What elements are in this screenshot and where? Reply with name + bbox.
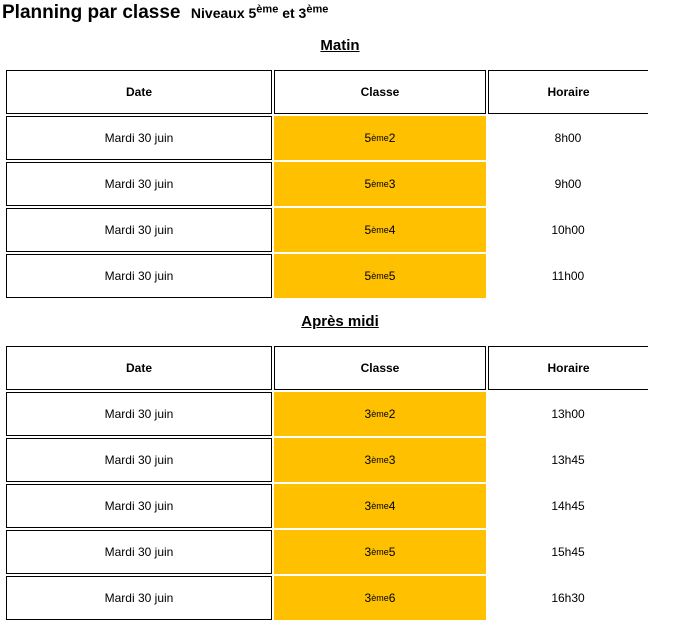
section-title-matin: Matin: [320, 37, 360, 54]
class-number: 4: [388, 499, 396, 513]
page-title: [2, 2, 328, 24]
class-number: 2: [388, 131, 396, 145]
title-sub-mid: et 3: [278, 5, 307, 21]
cell-classe: 3 ème 5: [274, 530, 486, 574]
cell-date: Mardi 30 juin: [6, 162, 272, 206]
cell-date: Mardi 30 juin: [6, 208, 272, 252]
header-date: Date: [6, 346, 272, 390]
cell-classe: 3 ème 4: [274, 484, 486, 528]
cell-horaire: 15h45: [551, 545, 585, 559]
title-sub-prefix: Niveaux 5: [190, 5, 257, 21]
cell-horaire: 13h45: [551, 453, 585, 467]
cell-horaire: 13h00: [551, 407, 585, 421]
class-level: 5: [364, 177, 372, 191]
cell-classe: 5 ème 2: [274, 116, 486, 160]
cell-classe: 5 ème 5: [274, 254, 486, 298]
class-number: 3: [388, 177, 396, 191]
cell-date: Mardi 30 juin: [6, 254, 272, 298]
header-horaire: Horaire: [488, 346, 648, 390]
cell-classe: 5 ème 4: [274, 208, 486, 252]
cell-horaire: 11h00: [551, 269, 585, 283]
title-main: Planning par classe: [2, 2, 181, 23]
cell-date: Mardi 30 juin: [6, 484, 272, 528]
class-number: 5: [388, 545, 396, 559]
section-title-apres-midi: Après midi: [301, 313, 379, 330]
class-level: 3: [364, 453, 372, 467]
class-number: 5: [388, 269, 396, 283]
cell-classe: 5 ème 3: [274, 162, 486, 206]
title-sub: [191, 5, 328, 21]
class-level: 3: [364, 545, 372, 559]
title-sub-sup1: ème: [256, 3, 279, 16]
cell-classe: 3 ème 6: [274, 576, 486, 620]
class-level: 5: [364, 223, 372, 237]
class-level: 5: [364, 269, 372, 283]
cell-classe: 3 ème 2: [274, 392, 486, 436]
cell-horaire: 9h00: [554, 177, 582, 191]
class-level: 3: [364, 499, 372, 513]
cell-date: Mardi 30 juin: [6, 116, 272, 160]
cell-date: Mardi 30 juin: [6, 530, 272, 574]
header-classe: Classe: [274, 70, 486, 114]
class-number: 2: [388, 407, 396, 421]
title-sub-sup2: ème: [306, 3, 329, 16]
cell-classe: 3 ème 3: [274, 438, 486, 482]
cell-date: Mardi 30 juin: [6, 576, 272, 620]
class-level: 3: [364, 591, 372, 605]
class-number: 3: [388, 453, 396, 467]
class-level: 3: [364, 407, 372, 421]
cell-horaire: 8h00: [554, 131, 582, 145]
cell-date: Mardi 30 juin: [6, 392, 272, 436]
class-number: 4: [388, 223, 396, 237]
cell-date: Mardi 30 juin: [6, 438, 272, 482]
cell-horaire: 16h30: [551, 591, 585, 605]
class-level: 5: [364, 131, 372, 145]
header-classe: Classe: [274, 346, 486, 390]
header-date: Date: [6, 70, 272, 114]
header-horaire: Horaire: [488, 70, 648, 114]
class-number: 6: [388, 591, 396, 605]
cell-horaire: 14h45: [551, 499, 585, 513]
cell-horaire: 10h00: [551, 223, 585, 237]
